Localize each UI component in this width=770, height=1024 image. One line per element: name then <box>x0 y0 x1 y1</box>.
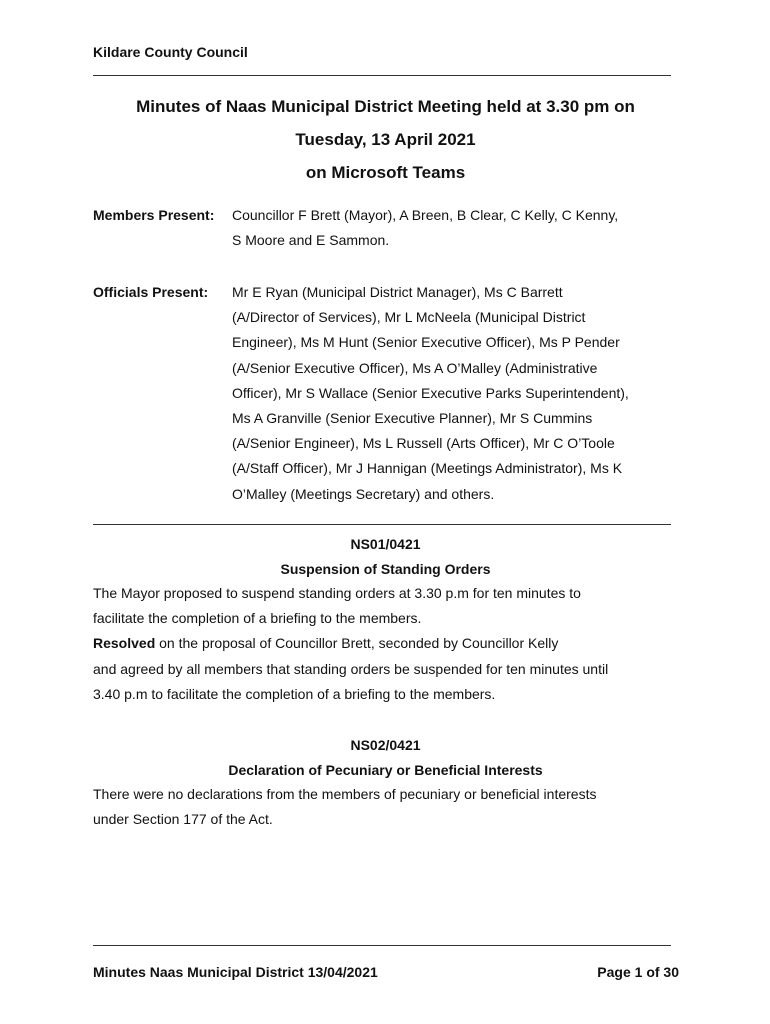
officials-line: (A/Staff Officer), Mr J Hannigan (Meetings Administrator), Ms K <box>232 460 623 477</box>
item-2-body <box>93 782 678 832</box>
resolved-text: on the proposal of Councillor Brett, seconded by Councillor Kelly <box>155 635 559 652</box>
officials-present-list <box>232 280 682 507</box>
footer-title: Minutes Naas Municipal District 13/04/2021 <box>93 964 378 980</box>
footer-rule <box>93 945 671 946</box>
officials-line: Ms A Granville (Senior Executive Planner), Mr S Cummins <box>232 410 593 427</box>
title-line-1: Minutes of Naas Municipal District Meeting held at 3.30 pm on <box>136 97 635 116</box>
officials-line: (A/Senior Engineer), Ms L Russell (Arts Officer), Mr C O’Toole <box>232 435 615 452</box>
members-present-label: Members Present: <box>93 207 215 223</box>
officials-line: Mr E Ryan (Municipal District Manager), Ms C Barrett <box>232 284 563 300</box>
header-rule <box>93 75 671 76</box>
officials-line: (A/Director of Services), Mr L McNeela (Municipal District <box>232 309 586 326</box>
officials-present-label: Officials Present: <box>93 284 209 300</box>
item-1-line: The Mayor proposed to suspend standing orders at 3.30 p.m for ten minutes to <box>93 585 581 601</box>
item-1-ref: NS01/0421 <box>350 536 421 552</box>
members-present-list <box>232 203 682 253</box>
resolved-line <box>93 631 678 656</box>
members-line: Councillor F Brett (Mayor), A Breen, B Clear, C Kelly, C Kenny, <box>232 207 619 223</box>
page-number: Page 1 of 30 <box>597 964 679 980</box>
officials-line: (A/Senior Executive Officer), Ms A O’Malley (Administrative <box>232 359 598 376</box>
item-1-heading: Suspension of Standing Orders <box>280 561 491 577</box>
item-1-line: 3.40 p.m to facilitate the completion of a briefing to the members. <box>93 685 496 702</box>
members-line: S Moore and E Sammon. <box>232 232 390 249</box>
officials-line: O’Malley (Meetings Secretary) and others. <box>232 485 495 502</box>
section-rule <box>93 524 671 525</box>
officials-line: Engineer), Ms M Hunt (Senior Executive Officer), Ms P Pender <box>232 334 620 351</box>
title-line-3: on Microsoft Teams <box>305 163 466 182</box>
organisation-header: Kildare County Council <box>93 44 248 60</box>
resolved-label: Resolved <box>93 635 156 652</box>
item-2-ref: NS02/0421 <box>350 737 421 753</box>
title-line-2: Tuesday, 13 April 2021 <box>295 130 476 149</box>
item-1-line: and agreed by all members that standing orders be suspended for ten minutes until <box>93 660 609 677</box>
item-1-line: facilitate the completion of a briefing to the members. <box>93 610 422 627</box>
item-2-heading: Declaration of Pecuniary or Beneficial Interests <box>228 762 543 778</box>
item-2-line: under Section 177 of the Act. <box>93 811 273 828</box>
item-2-line: There were no declarations from the members of pecuniary or beneficial interests <box>93 786 597 802</box>
document-title <box>93 90 678 189</box>
item-1-body <box>93 581 678 707</box>
officials-line: Officer), Mr S Wallace (Senior Executive Parks Superintendent), <box>232 384 629 401</box>
